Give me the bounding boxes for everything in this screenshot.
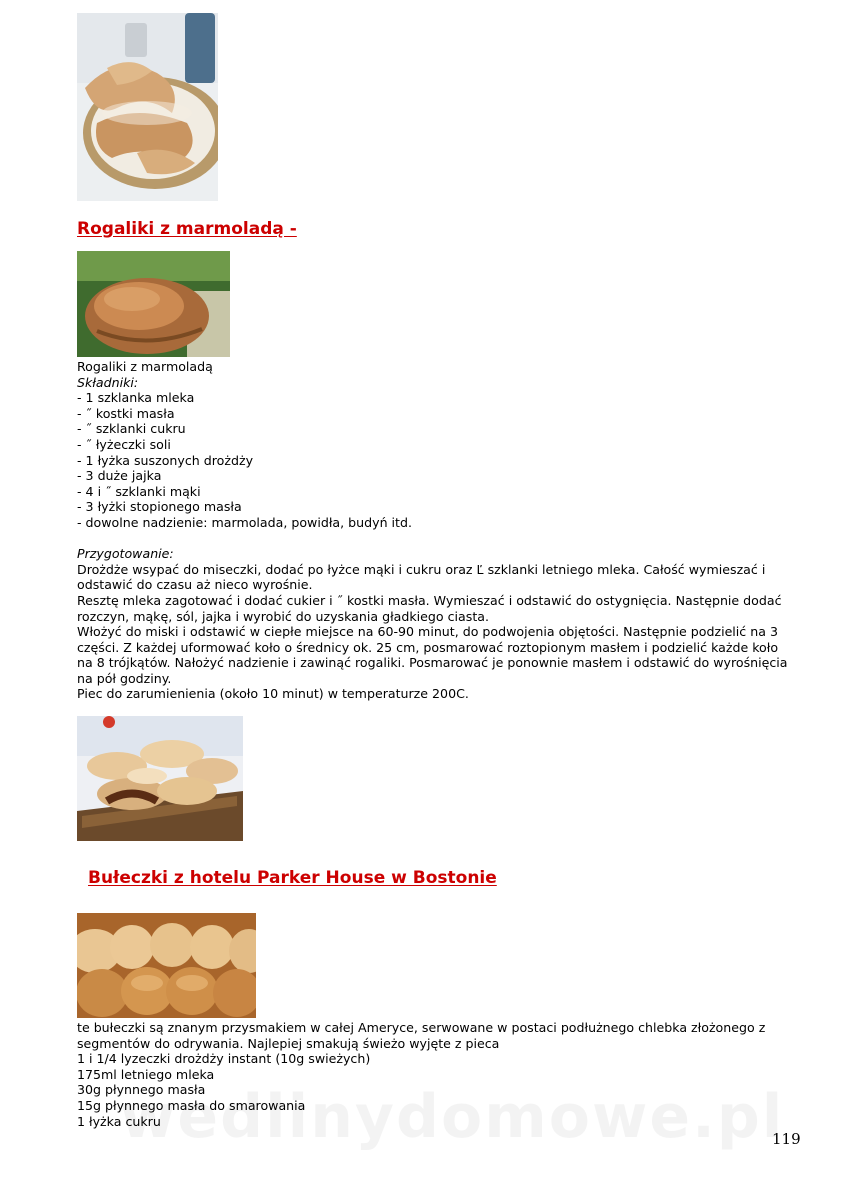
ingredient-item: 175ml letniego mleka: [77, 1066, 215, 1082]
ingredients-label: Składniki:: [77, 374, 139, 390]
ingredient-item: 30g płynnego masła: [77, 1082, 206, 1098]
ingredient-item: - ˝ kostki masła: [77, 405, 175, 421]
ingredient-item: - ˝ szklanki cukru: [77, 421, 186, 437]
preparation-step: Drożdże wsypać do miseczki, dodać po łyżce mąki i cukru oraz Ľ szklanki letniego mleka. Całość wymieszać i odstawić do czasu aż nieco wyrośnie.: [77, 561, 766, 593]
ingredient-item: - 4 i ˝ szklanki mąki: [77, 483, 201, 499]
recipe-rogaliki-body: [77, 359, 797, 702]
recipe-buleczki-body: [77, 1020, 792, 1129]
recipe-title-buleczki: Bułeczki z hotelu Parker House w Bostonie: [88, 868, 497, 888]
ingredient-item: - ˝ łyżeczki soli: [77, 436, 171, 452]
ingredient-item: - 3 łyżki stopionego masła: [77, 499, 242, 515]
ingredient-item: 15g płynnego masła do smarowania: [77, 1097, 306, 1113]
preparation-step: Piec do zarumienienia (około 10 minut) w temperaturze 200C.: [77, 686, 469, 702]
croissants-board-photo: [77, 716, 243, 841]
recipe-title-rogaliki: Rogaliki z marmoladą -: [77, 219, 297, 239]
page-number: 119: [772, 1130, 801, 1148]
preparation-step: Resztę mleka zagotować i dodać cukier i ˝ kostki masła. Wymieszać i odstawić do ostygnięcia. Następnie dodać rozczyn, mąkę, sól, jajka i wyrobić do uzyskania gładkiego ciasta.: [77, 592, 782, 624]
ingredient-item: - 3 duże jajka: [77, 468, 162, 484]
preparation-label: Przygotowanie:: [77, 546, 174, 562]
croissants-plate-photo: [77, 13, 218, 201]
parker-house-rolls-photo: [77, 913, 256, 1018]
recipe-description: te bułeczki są znanym przysmakiem w całej Ameryce, serwowane w postaci podłużnego chlebka złożonego z segmentów do odrywania. Najlepiej smakują świeżo wyjęte z pieca: [77, 1020, 766, 1051]
ingredient-item: - 1 łyżka suszonych drożdży: [77, 452, 254, 468]
ingredient-item: - 1 szklanka mleka: [77, 390, 195, 406]
preparation-step: Włożyć do miski i odstawić w ciepłe miejsce na 60-90 minut, do podwojenia objętości. Następnie podzielić na 3 części. Z każdej uformować koło o średnicy ok. 25 cm, posmarować roztopionym masłem i podzielić każde koło na 8 trójkątów. Nałożyć nadzienie i zawinąć rogaliki. Posmarować je ponownie masłem i odstawić do wyrośnięcia na pół godziny.: [77, 624, 788, 686]
ingredient-item: - dowolne nadzienie: marmolada, powidła, budyń itd.: [77, 514, 412, 530]
ingredient-item: 1 i 1/4 lyzeczki drożdży instant (10g swieżych): [77, 1051, 371, 1067]
ingredient-item: 1 łyżka cukru: [77, 1113, 161, 1129]
recipe-subtitle: Rogaliki z marmoladą: [77, 359, 213, 374]
croissant-photo: [77, 251, 230, 357]
